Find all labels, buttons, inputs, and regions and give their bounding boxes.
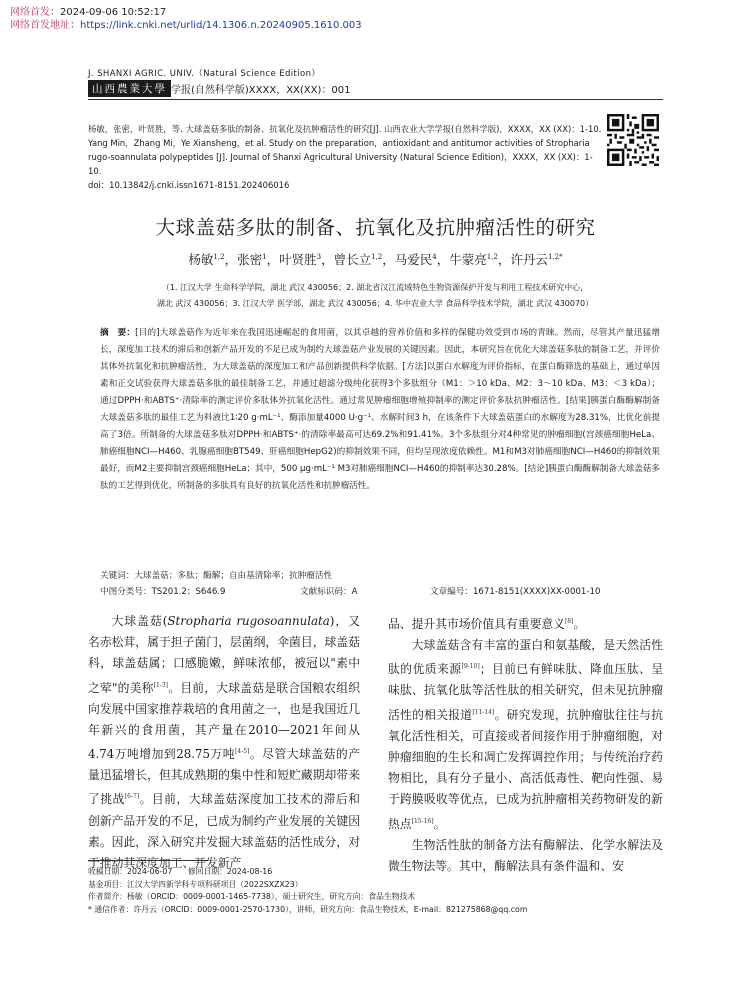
reference-marker[interactable]: [1-3] — [153, 681, 168, 689]
online-first-time: 网络首发：2024-09-06 10:52:17 — [10, 7, 167, 18]
citation-block — [88, 122, 603, 192]
footnote-author: 作者简介：杨敏（ORCID：0009-0001-1465-7738），硕士研究生，研究方向：食品生物技术 — [88, 892, 416, 901]
journal-header — [88, 80, 351, 95]
author: 许丹云$^{1,2*}$ — [510, 252, 563, 267]
body-text: 品、提升其市场价值具有重要意义 — [388, 616, 565, 631]
citation-doi: doi：10.13842/j.cnki.issn1671-8151.202406016 — [88, 180, 290, 190]
clc-number: 中图分类号：TS201.2；S646.9 — [100, 587, 226, 597]
reference-marker[interactable]: [11-14] — [472, 708, 495, 716]
footnote-corresponding: * 通信作者：许丹云（ORCID：0009-0001-2570-1730），讲师，研究方向：食品生物技术，E-mail：821275868@qq.com — [88, 904, 528, 914]
author-affiliation-marker: 1,2 — [486, 252, 498, 261]
author: 张密$^1$ — [237, 252, 267, 267]
body-paragraph — [388, 611, 663, 635]
abstract-text: [目的]大球盖菇作为近年来在我国迅速崛起的食用菌，以其卓越的营养价值和多样的保健功效受到市场的青睐。然而，尽管其产量迅猛增长，深度加工技术的滞后和创新产品开发的不足已成为制约大球盖菇产业发展的关键因素。因此，本研究旨在优化大球盖菇多肽的制备工艺，并评价其体外抗氧化和抗肿瘤活性，为大球盖菇的深度加工和产品创新提供科学依据。[方法]以蛋白水解度为评价指标，在蛋白酶筛选的基础上，通过单因素和正交试验获得大球盖菇多肽的最佳制备工艺，并通过超滤分级纯化获得3个多肽组分（M1：＞10 kDa、M2：3～10 kDa、M3：＜3 kDa）；通过DPPH·和ABTS⁺·清除率的测定评价多肽体外抗氧化活性。通过常见肿瘤细胞增殖抑制率的测定评价多肽抗肿瘤活性。[结果]胰蛋白酶酶解制备大球盖菇多肽的最佳工艺为料液比1∶20 g·mL⁻¹、酶添加量4000 U·g⁻¹、水解时间3 h，在该条件下大球盖菇蛋白的水解度为28.31%，比优化前提高了3倍。所制备的大球盖菇多肽对DPPH·和ABTS⁺·的清除率最高可达69.2%和91.41%。3个多肽组分对4种常见的肿瘤细胞(宫颈癌细胞HeLa、肺癌细胞NCI—H460、乳腺癌细胞BT549、肝癌细胞HepG2)的抑制效果不同，但均呈现浓度依赖性。M1和M3对肺癌细胞NCI—H460的抑制效果最好，而M2主要抑制宫颈癌细胞HeLa；其中，500 μg·mL⁻¹ M3对肺癌细胞NCI—H460的抑制率达30.28%。[结论]胰蛋白酶酶解制备大球盖菇多肽的工艺得到优化，所制备的多肽具有良好的抗氧化活性和抗肿瘤活性。 — [100, 328, 660, 491]
author-affiliation-marker: 3 — [316, 252, 322, 261]
body-text: 大球盖菇( — [111, 614, 168, 628]
qr-code-icon[interactable] — [607, 114, 659, 166]
keywords-label: 关键词： — [100, 571, 135, 581]
footnote-rule — [88, 860, 208, 861]
body-right-column — [388, 611, 663, 877]
online-first-time-value: 2024-09-06 10:52:17 — [60, 7, 167, 18]
author: 叶贤胜$^3$ — [279, 252, 322, 267]
author: 马爱民$^4$ — [394, 252, 437, 267]
classification — [100, 585, 660, 597]
citation-chinese: 杨敏，张密，叶贤胜，等. 大球盖菇多肽的制备、抗氧化及抗肿瘤活性的研究[J]. 山西农业大学学报(自然科学版)，XXXX，XX (XX)：1-10. — [88, 124, 602, 134]
author-list: 杨敏$^{1,2}$，张密$^1$，叶贤胜$^3$，曾长立$^{1,2}$，马爱民$^4$，牛蒙亮$^{1,2}$，许丹云$^{1,2*}$ — [188, 252, 563, 267]
journal-issue: 学报(自然科学版)XXXX，XX(XX)：001 — [171, 85, 351, 96]
online-first-url: 网络首发地址：https://link.cnki.net/urlid/14.1306.n.20240905.1610.003 — [10, 20, 362, 31]
body-text: 。 — [433, 816, 446, 831]
author-affiliation-marker: 1,2 — [371, 252, 383, 261]
journal-english-name: J. SHANXI AGRIC. UNIV.（Natural Science Edition） — [88, 69, 321, 79]
author-affiliation-marker: 1,2 — [213, 252, 225, 261]
keywords-text: 大球盖菇；多肽；酶解；自由基清除率；抗肿瘤活性 — [134, 571, 333, 581]
document-code: 文献标识码：A — [300, 587, 358, 597]
online-first-time-tag: 网络首发 — [10, 7, 50, 18]
body-left-column — [88, 611, 360, 874]
citation-english: Yang Min，Zhang Mi，Ye Xiansheng，et al. Study on the preparation，antioxidant and antitumor activities of Stropharia rugo-soannulata polypeptides [J]. Journal of Shanxi Agricultural University (Natural Science Edition)，XXXX，XX (XX)：1-10. — [88, 138, 593, 176]
body-text: 。尽管大球盖菇的产量迅猛增长，但其成熟期的集中性和短贮藏期却带来了挑战 — [88, 747, 360, 807]
footnotes — [88, 866, 663, 916]
scientific-name: Stropharia rugosoannulata — [167, 614, 330, 628]
reference-marker[interactable]: [4-5] — [235, 748, 250, 756]
reference-marker[interactable]: [6-7] — [124, 793, 140, 801]
author-affiliation-marker: 4 — [432, 252, 437, 261]
affiliations — [110, 280, 640, 312]
body-text: 生物活性肽的制备方法有酶解法、化学水解法及微生物法等。其中，酶解法具有条件温和、安 — [388, 837, 663, 873]
body-text: )，又名赤松茸，属于担子菌门，层菌纲，伞菌目，球盖菇科，球盖菇属；口感脆嫩，鲜味浓郁，被冠以"素中之荤"的美称 — [88, 614, 360, 695]
body-text: 大球盖菇含有丰富的蛋白和氨基酸，是天然活性肽的优质来源 — [388, 638, 663, 677]
article-number: 文章编号：1671-8151(XXXX)XX-0001-10 — [430, 587, 601, 597]
body-text: 。目前，大球盖菇是联合国粮农组织向发展中国家推荐栽培的食用菌之一，也是我国近几年新兴的食用菌，其产量在2010—2021年间从4.74万吨增加到28.75万吨 — [88, 680, 360, 762]
body-text: 。 — [573, 616, 586, 631]
author-affiliation-marker: 1 — [262, 252, 267, 261]
body-text: ；目前已有鲜味肽、降血压肽、呈味肽、抗氧化肽等活性肽的相关研究，但未见抗肿瘤活性的相关报道 — [388, 662, 663, 722]
body-paragraph — [88, 611, 360, 874]
keywords — [100, 569, 660, 581]
author: 牛蒙亮$^{1,2}$ — [449, 252, 498, 267]
author-affiliation-marker: 1,2* — [547, 252, 563, 261]
body-text: 。研究发现，抗肿瘤肽往往与抗氧化活性相关，可直接或者间接作用于肿瘤细胞，对肿瘤细胞的生长和凋亡发挥调控作用；与传统治疗药物相比，具有分子量小、高活低毒性、靶向性强、易于跨膜吸收等优点，已成为抗肿瘤相关药物研发的新热点 — [388, 707, 663, 831]
header-rule — [88, 99, 663, 100]
affiliation-line: （1. 江汉大学 生命科学学院，湖北 武汉 430056；2. 湖北省汉江流域特色生物资源保护开发与利用工程技术研究中心， — [161, 283, 589, 292]
reference-marker[interactable]: [15-16] — [411, 817, 434, 825]
abstract-label: 摘 要： — [100, 328, 136, 338]
body-text: 。目前，大球盖菇深度加工技术的滞后和创新产品开发的不足，已成为制约产业发展的关键因素。因此，深入研究并发掘大球盖菇的活性成分，对于推动其深度加工、开发新产 — [88, 792, 360, 870]
reference-marker[interactable]: [8] — [564, 618, 574, 625]
author: 曾长立$^{1,2}$ — [333, 252, 383, 267]
affiliation-line: 湖北 武汉 430056；3. 江汉大学 医学部，湖北 武汉 430056；4. 华中农业大学 食品科学技术学院，湖北 武汉 430070） — [156, 299, 594, 308]
journal-logo: 山西農業大學 — [88, 80, 171, 97]
online-first-url-tag: 网络首发地址 — [10, 20, 70, 31]
abstract — [100, 325, 660, 495]
article-title: 大球盖菇多肽的制备、抗氧化及抗肿瘤活性的研究 — [155, 216, 596, 239]
footnote-dates: 收稿日期：2024-06-07 修回日期：2024-08-16 — [88, 867, 273, 876]
author: 杨敏$^{1,2}$ — [188, 252, 225, 267]
reference-marker[interactable]: [9-10] — [461, 663, 480, 671]
online-first-url-link[interactable]: https://link.cnki.net/urlid/14.1306.n.20240905.1610.003 — [80, 20, 362, 31]
footnote-fund: 基金项目：江汉大学四新学科专项科研项目（2022SXZX23） — [88, 879, 303, 889]
body-paragraph — [388, 635, 663, 835]
